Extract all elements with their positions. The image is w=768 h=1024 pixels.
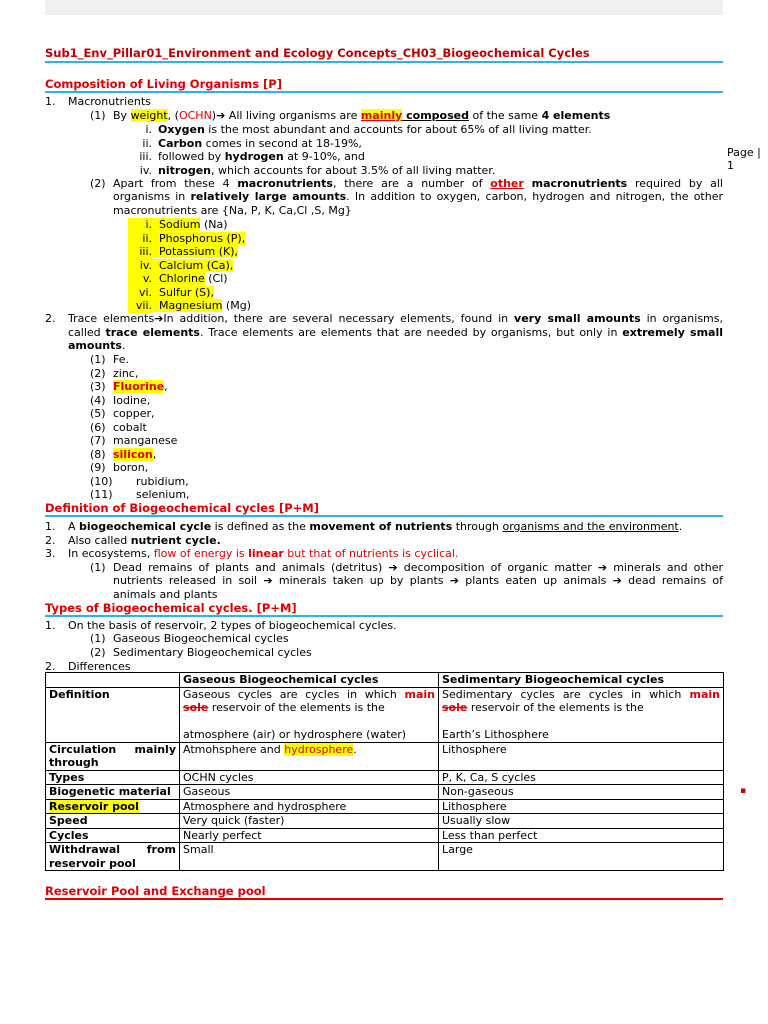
section-heading-types: Types of Biogeochemical cycles. [P+M] [45, 601, 723, 617]
list-number: (2) [90, 646, 106, 659]
table-row [46, 828, 724, 843]
list-number: (4) [90, 393, 106, 407]
list-number: (2) [90, 366, 106, 380]
list-item: iii. Potassium (K), [128, 245, 238, 259]
definition-point-3: In ecosystems, flow of energy is linear but that of nutrients is cyclical. [68, 547, 459, 560]
types-gaseous: Gaseous Biogeochemical cycles [113, 632, 289, 645]
list-number: (1) [90, 353, 106, 366]
list-item: nitrogen, which accounts for about 3.5% of all living matter. [158, 163, 496, 177]
list-number: (2) [90, 177, 106, 190]
row-label: Types [46, 770, 180, 785]
gaseous-value: Gaseous [180, 785, 439, 800]
list-item: Oxygen is the most abundant and accounts for about 65% of all living matter. [158, 123, 592, 136]
list-item: Carbon comes in second at 18-19%, [158, 136, 362, 150]
nutrient-flow-line-3: animals and plants [113, 588, 218, 601]
gaseous-definition: Gaseous cycles are cycles in which main sole reservoir of the elements is the atmosphere (air) or hydrosphere (water) [180, 687, 439, 742]
sedimentary-value: Non-gaseous [439, 785, 724, 800]
macro-point-2-line-1: Apart from these 4 macronutrients, there are a number of other macronutrients required by all [113, 177, 723, 190]
table-header-sedimentary: Sedimentary Biogeochemical cycles [439, 673, 724, 688]
macro-point-2-line-3: macronutrients are {Na, P, K, Ca,Cl ,S, Mg} [113, 204, 352, 217]
gaseous-circulation: Atmohsphere and hydrosphere. [180, 742, 439, 770]
nutrient-flow-line-1: Dead remains of plants and animals (detritus) ➔ decomposition of organic matter ➔ minerals and other [113, 561, 723, 574]
list-item: rubidium, [136, 474, 189, 488]
list-item: iv. Calcium (Ca), [128, 259, 233, 273]
macronutrients-heading: Macronutrients [68, 95, 151, 108]
list-item: followed by hydrogen at 9-10%, and [158, 150, 365, 163]
list-item: manganese [113, 434, 178, 447]
list-number: i. [145, 123, 152, 136]
sedimentary-value: Large [439, 843, 724, 871]
table-header-gaseous: Gaseous Biogeochemical cycles [180, 673, 439, 688]
sedimentary-circulation: Lithosphere [439, 742, 724, 770]
list-number: 2. [45, 312, 56, 325]
list-number: (10) [90, 474, 113, 488]
gaseous-value: OCHN cycles [180, 770, 439, 785]
list-item: silicon, [113, 447, 157, 461]
list-number: (8) [90, 447, 106, 461]
document-title: Sub1_Env_Pillar01_Environment and Ecology Concepts_CH03_Biogeochemical Cycles [45, 46, 723, 63]
table-header-empty [46, 673, 180, 688]
list-number: 1. [45, 95, 56, 108]
list-number: (1) [90, 109, 106, 122]
list-number: (1) [90, 561, 106, 574]
macro-point-1: By weight, (OCHN)➔ All living organisms are mainly composed of the same 4 elements [113, 109, 611, 122]
list-item: Fe. [113, 353, 129, 366]
table-row [46, 785, 724, 800]
definition-point-2: Also called nutrient cycle. [68, 534, 221, 547]
table-row [46, 687, 724, 742]
list-item: selenium, [136, 488, 190, 501]
list-number: iii. [139, 150, 152, 163]
list-number: (3) [90, 380, 106, 393]
list-number: 3. [45, 547, 56, 560]
types-point-1: On the basis of reservoir, 2 types of biogeochemical cycles. [68, 619, 397, 632]
sedimentary-value: Usually slow [439, 814, 724, 829]
table-row [46, 742, 724, 770]
list-number: (1) [90, 632, 106, 645]
row-label: Biogenetic material [46, 785, 180, 800]
table-row [46, 799, 724, 814]
list-item: Iodine, [113, 393, 151, 407]
section-heading-composition: Composition of Living Organisms [P] [45, 77, 723, 93]
list-number: iv. [139, 163, 152, 177]
list-number: 2. [45, 534, 56, 547]
types-point-2: Differences [68, 660, 131, 673]
gaseous-value: Small [180, 843, 439, 871]
table-row [46, 843, 724, 871]
nutrient-flow-line-2: nutrients released in soil ➔ minerals taken up by plants ➔ plants eaten up animals ➔ dead remains of [113, 574, 723, 587]
list-number: 1. [45, 619, 56, 632]
trace-line-2: called trace elements. Trace elements are elements that are needed by organisms, but only in extremely small [68, 326, 723, 339]
trace-line-3: amounts. [68, 339, 126, 352]
sedimentary-value: Lithosphere [439, 799, 724, 814]
definition-point-1: A biogeochemical cycle is defined as the movement of nutrients through organisms and the environment. [68, 520, 683, 533]
section-heading-reservoir: Reservoir Pool and Exchange pool [45, 884, 723, 900]
list-number: (5) [90, 407, 106, 420]
list-item: vii. Magnesium (Mg) [128, 299, 251, 313]
row-label: Definition [46, 687, 180, 742]
row-label: Speed [46, 814, 180, 829]
list-item: zinc, [113, 366, 139, 380]
macro-point-2-line-2: organisms in relatively large amounts. In addition to oxygen, carbon, hydrogen and nitrogen, the other [113, 190, 723, 203]
list-number: (11) [90, 488, 113, 501]
list-number: (9) [90, 461, 106, 474]
list-item: vi. Sulfur (S), [128, 286, 214, 300]
section-heading-definition: Definition of Biogeochemical cycles [P+M] [45, 501, 723, 517]
table-header-row [46, 673, 724, 688]
list-item: Fluorine, [113, 380, 168, 393]
row-label: Reservoir pool [46, 799, 180, 814]
list-number: (7) [90, 434, 106, 447]
sedimentary-value: P, K, Ca, S cycles [439, 770, 724, 785]
list-number: 2. [45, 660, 56, 673]
sedimentary-value: Less than perfect [439, 828, 724, 843]
row-label: Cycles [46, 828, 180, 843]
row-label: Withdrawal from reservoir pool [46, 843, 180, 871]
types-sedimentary: Sedimentary Biogeochemical cycles [113, 646, 312, 659]
table-row [46, 770, 724, 785]
list-item: cobalt [113, 420, 147, 434]
page-number: Page | 1 [727, 146, 761, 172]
list-item: i. Sodium (Na) [128, 218, 228, 232]
gaseous-value: Very quick (faster) [180, 814, 439, 829]
list-item: copper, [113, 407, 155, 420]
sedimentary-definition: Sedimentary cycles are cycles in which main sole reservoir of the elements is the Earth’s Lithosphere [439, 687, 724, 742]
list-item: ii. Phosphorus (P), [128, 232, 245, 246]
gaseous-value: Atmosphere and hydrosphere [180, 799, 439, 814]
gaseous-value: Nearly perfect [180, 828, 439, 843]
comparison-table [45, 672, 724, 871]
list-number: 1. [45, 520, 56, 533]
top-bar [45, 0, 723, 15]
table-row [46, 814, 724, 829]
trace-line-1: Trace elements➔In addition, there are several necessary elements, found in very small amounts in organisms, [68, 312, 723, 325]
list-item: boron, [113, 461, 149, 474]
stray-mark: ▪ [740, 786, 747, 796]
list-number: (6) [90, 420, 106, 434]
list-item: v. Chlorine (Cl) [128, 272, 228, 286]
list-number: ii. [142, 136, 152, 150]
row-label: Circulation mainly through [46, 742, 180, 770]
